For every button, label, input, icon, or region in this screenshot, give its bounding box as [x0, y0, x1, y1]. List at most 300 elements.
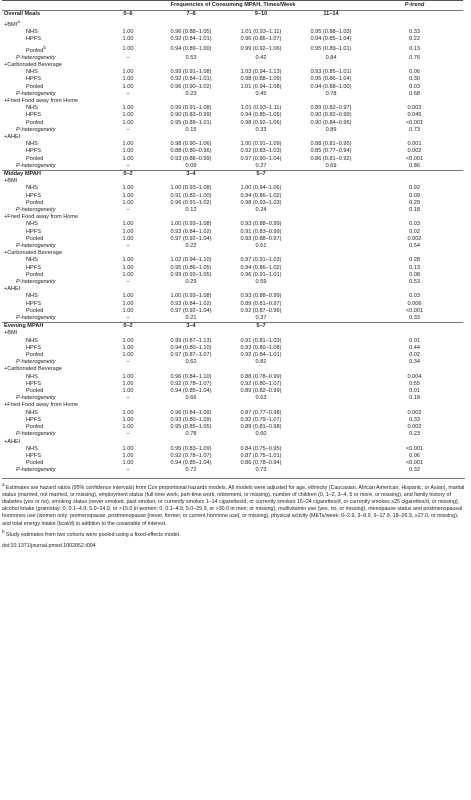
p-heterogeneity-label: P-heterogeneity [16, 279, 56, 286]
table-cell: 0.92 (0.78–1.07) [170, 380, 212, 387]
table-cell: 1.00 [122, 388, 134, 395]
table-row [2, 243, 463, 250]
footnotes [2, 478, 465, 540]
table-cell: 0.90 (0.83–0.99) [170, 112, 212, 119]
ptrend-cell: 0.54 [409, 243, 420, 250]
table-cell: 0.94 (0.88–1.00) [310, 83, 352, 90]
ptrend-cell: 0.73 [409, 126, 420, 133]
column-header: 3–4 [156, 323, 226, 331]
group-label-row [2, 98, 463, 105]
table-cell: 0.24 [255, 207, 267, 213]
table-cell: 0.37 [255, 315, 267, 322]
ptrend-cell: 0.02 [409, 228, 420, 235]
cohort-label: HPFS [26, 264, 41, 271]
table-cell: 1.00 [122, 119, 134, 126]
column-header: 5–7 [226, 170, 296, 178]
p-heterogeneity-label: P-heterogeneity [16, 431, 56, 438]
table-cell: 0.97 (0.87–1.07) [170, 352, 212, 359]
cohort-label: Pooled [26, 352, 44, 359]
table-cell: 1.00 [122, 45, 134, 52]
table-cell: 0.94 (0.86–1.02) [240, 192, 282, 199]
p-heterogeneity-label: P-heterogeneity [16, 126, 56, 133]
table-cell: 0.92 (0.80–1.07) [240, 380, 282, 387]
table-cell: 0.98 (0.92–1.06) [240, 119, 282, 126]
table-cell: 0.92 (0.83–1.03) [240, 148, 282, 155]
ptrend-cell: <0.001 [405, 445, 424, 452]
table-cell [296, 236, 366, 243]
table-cell: 1.00 [122, 307, 134, 314]
table-cell: 0.12 [185, 207, 197, 213]
cohort-label: NHS [26, 69, 38, 76]
group-label: +Fried Food away from Home [4, 402, 79, 409]
cohort-label: HPFS [26, 344, 41, 351]
table-cell: 1.00 [122, 148, 134, 155]
table-cell [296, 257, 366, 264]
table-cell: 1.00 (0.93–1.08) [170, 293, 212, 300]
table-cell: 1.00 [122, 105, 134, 112]
table-cell: 0.89 (0.81–0.98) [240, 424, 282, 431]
table-cell: 0.33 [255, 126, 267, 133]
cohort-label: HPFS [26, 148, 41, 155]
p-heterogeneity-label: P-heterogeneity [16, 315, 56, 322]
table-cell: 0.93 (0.88–0.97) [240, 235, 282, 242]
ptrend-cell: 0.23 [409, 431, 420, 438]
group-label: +Carbonated Beverage [4, 250, 62, 257]
table-cell [296, 359, 366, 366]
table-cell: 1.00 [122, 293, 134, 300]
table-cell: 0.93 (0.88–0.99) [240, 221, 282, 228]
table-cell: 0.90 (0.84–0.95) [310, 119, 352, 126]
ptrend-cell: 0.76 [409, 54, 420, 61]
cohort-label: HPFS [26, 76, 41, 83]
cohort-label: NHS [26, 337, 38, 344]
table-cell: 0.96 (0.91–1.02) [170, 199, 212, 206]
table-cell [296, 417, 366, 424]
table-cell: 0.82 [255, 359, 267, 366]
cohort-label: HPFS [26, 380, 41, 387]
table-row [2, 308, 463, 315]
table-cell [296, 410, 366, 417]
table-cell: – [126, 207, 130, 213]
column-header [296, 170, 366, 178]
cohort-label: Pooled [26, 199, 44, 206]
table-cell: 0.85 (0.77–0.94) [310, 148, 352, 155]
table-row [2, 345, 463, 352]
table-row [2, 148, 463, 155]
cohort-label: NHS [26, 445, 38, 452]
table-cell: 1.00 (0.91–1.09) [240, 141, 282, 148]
table-cell: 0.92 (0.78–1.07) [170, 452, 212, 459]
table-cell: 0.96 (0.88–1.05) [170, 29, 212, 36]
ptrend-cell: 0.03 [409, 221, 420, 228]
group-label-row [2, 286, 463, 293]
footnote-b: $^b$ Study estimates from two cohorts were pooled using a fixed-effects model. [2, 529, 181, 538]
column-header: 0–2 [100, 323, 156, 331]
group-label: $+BMI^a$ [4, 19, 20, 29]
ptrend-cell: 0.002 [407, 424, 422, 431]
table-row [2, 257, 463, 264]
table-row [2, 91, 463, 98]
table-cell [296, 272, 366, 279]
cohort-label: Pooled [26, 119, 44, 126]
cohort-label: NHS [26, 409, 38, 416]
table-cell: 0.94 (0.85–1.04) [170, 460, 212, 467]
table-cell: 1.00 [122, 76, 134, 83]
table-cell [296, 338, 366, 345]
table-cell: 0.63 [255, 395, 267, 402]
group-label: +AHEI [4, 286, 21, 293]
table-row [2, 44, 463, 55]
table-cell [296, 460, 366, 467]
table-cell [296, 229, 366, 236]
table-row [2, 279, 463, 286]
group-label: +BMI [4, 178, 18, 185]
ptrend-cell: 0.03 [409, 293, 420, 300]
cohort-label: HPFS [26, 416, 41, 423]
table-cell [296, 193, 366, 200]
table-cell: 0.92 (0.84–1.01) [240, 352, 282, 359]
table-cell: 0.93 (0.84–1.02) [170, 300, 212, 307]
table-cell: 0.84 (0.75–0.95) [240, 445, 282, 452]
column-header [296, 323, 366, 331]
table-cell: 0.62 [185, 359, 197, 366]
table-cell [296, 243, 366, 250]
table-cell: 0.94 (0.89–1.00) [170, 45, 212, 52]
table-row [2, 127, 463, 134]
table-cell: 0.89 (0.82–0.99) [240, 388, 282, 395]
ptrend-cell: 0.29 [409, 199, 420, 206]
group-label-row [2, 250, 463, 257]
ptrend-cell: 0.08 [409, 271, 420, 278]
table-cell [296, 265, 366, 272]
ptrend-cell: 0.18 [409, 207, 420, 213]
column-header: 3–4 [156, 170, 226, 178]
ptrend-cell: 0.86 [409, 162, 420, 169]
table-row [2, 207, 463, 214]
table-row [2, 417, 463, 424]
group-label-row [2, 366, 463, 373]
table-cell: 0.95 (0.85–1.05) [170, 424, 212, 431]
table-row [2, 265, 463, 272]
cohort-label: NHS [26, 293, 38, 300]
group-label-row [2, 439, 463, 446]
table-cell: 0.93 (0.84–1.02) [170, 228, 212, 235]
table-cell: 0.92 (0.79–1.07) [240, 416, 282, 423]
group-label: +Carbonated Beverage [4, 61, 62, 68]
table-row [2, 453, 463, 460]
table-cell: 1.00 [122, 221, 134, 228]
table-cell: 1.02 (0.94–1.10) [170, 257, 212, 264]
p-heterogeneity-label: P-heterogeneity [16, 162, 56, 169]
ptrend-cell: 0.32 [409, 467, 420, 474]
table-cell: 1.00 [122, 235, 134, 242]
ptrend-cell: 0.33 [409, 416, 420, 423]
group-label: +Fried Food away from Home [4, 97, 79, 104]
table-cell: 0.96 (0.91–1.01) [240, 271, 282, 278]
table-cell: – [126, 243, 130, 250]
table-cell [296, 395, 366, 402]
table-cell: 0.99 (0.92–1.06) [240, 45, 282, 52]
table-cell: 1.01 (0.94–1.08) [240, 83, 282, 90]
table-row [2, 446, 463, 453]
ptrend-cell: <0.001 [405, 307, 424, 314]
table-row [2, 29, 463, 36]
table-cell: 1.00 [122, 452, 134, 459]
cohort-label: Pooled$^b$ [26, 44, 47, 54]
ptrend-cell: 0.01 [409, 388, 420, 395]
cohort-label: Pooled [26, 235, 44, 242]
ptrend-cell: 0.001 [407, 141, 422, 148]
cohort-label: HPFS [26, 452, 41, 459]
table-cell: 0.15 [185, 126, 197, 133]
p-heterogeneity-label: P-heterogeneity [16, 243, 56, 250]
ptrend-cell: 0.004 [407, 373, 422, 380]
p-heterogeneity-label: P-heterogeneity [16, 207, 56, 213]
table-cell: 1.00 [122, 373, 134, 380]
table-cell: 1.01 (0.93–1.11) [240, 29, 282, 36]
table-row [2, 84, 463, 91]
ptrend-cell: 0.01 [409, 337, 420, 344]
table-row [2, 221, 463, 228]
table-cell: 0.99 (0.93–1.05) [170, 271, 212, 278]
table-cell [296, 345, 366, 352]
p-heterogeneity-label: P-heterogeneity [16, 90, 56, 97]
table-row [2, 460, 463, 467]
table-cell: 0.59 [255, 279, 267, 286]
group-label-row [2, 402, 463, 409]
table-cell: 0.89 [325, 126, 337, 133]
table-cell: 0.95 (0.89–1.01) [310, 45, 352, 52]
table-cell [296, 185, 366, 192]
column-header: 11–14 [296, 11, 366, 19]
ptrend-cell: 0.006 [407, 300, 422, 307]
table-row [2, 193, 463, 200]
table-row [2, 395, 463, 402]
ptrend-cell: 0.53 [409, 279, 420, 286]
ptrend-cell: 0.13 [409, 45, 420, 52]
doi-text: doi:10.1371/journal.pmed.1002052.t004 [2, 543, 96, 550]
group-label-row [2, 134, 463, 141]
table-cell: 0.92 (0.87–0.96) [240, 307, 282, 314]
table-row [2, 76, 463, 83]
table-cell [296, 453, 366, 460]
table-row [2, 200, 463, 207]
table-cell: 0.91 (0.83–0.99) [240, 228, 282, 235]
ptrend-cell: 0.002 [407, 148, 422, 155]
section-title: Evening MPAH [2, 323, 100, 331]
table-cell: 1.00 (0.93–1.08) [170, 221, 212, 228]
table-cell: 0.53 [185, 54, 197, 61]
table-cell [296, 431, 366, 438]
table-cell: 0.97 (0.91–1.03) [240, 257, 282, 264]
table-cell: 1.00 [122, 257, 134, 264]
section-title: Overall Meals [2, 11, 100, 19]
ptrend-cell: 0.002 [407, 409, 422, 416]
group-label-row [2, 214, 463, 221]
table-cell [296, 352, 366, 359]
p-heterogeneity-label: P-heterogeneity [16, 395, 56, 402]
cohort-label: Pooled [26, 460, 44, 467]
table-cell: – [126, 315, 130, 322]
table-cell: 1.00 [122, 199, 134, 206]
table-cell [296, 207, 366, 214]
table-cell: 0.98 (0.90–1.06) [170, 141, 212, 148]
cohort-label: NHS [26, 105, 38, 112]
group-label: +AHEI [4, 133, 21, 140]
cohort-label: NHS [26, 373, 38, 380]
table-cell: 0.88 (0.81–0.95) [310, 141, 352, 148]
results-table [2, 0, 463, 475]
table-header-row [2, 1, 463, 11]
table-row [2, 141, 463, 148]
table-cell: 1.00 (0.94–1.06) [240, 185, 282, 192]
table-cell [296, 308, 366, 315]
table-cell: 0.88 (0.80–0.96) [170, 148, 212, 155]
table-cell: 0.98 (0.93–1.03) [240, 199, 282, 206]
table-row [2, 315, 463, 323]
table-cell: 0.97 (0.92–1.04) [170, 235, 212, 242]
table-cell [296, 446, 366, 453]
cohort-label: Pooled [26, 307, 44, 314]
table-row [2, 229, 463, 236]
table-cell: 1.00 [122, 271, 134, 278]
table-cell: 0.95 (0.86–1.05) [170, 264, 212, 271]
table-cell: 1.00 [122, 460, 134, 467]
table-row [2, 352, 463, 359]
table-cell: 1.03 (0.94–1.13) [240, 69, 282, 76]
table-row [2, 301, 463, 308]
cohort-label: NHS [26, 257, 38, 264]
ptrend-cell: 0.34 [409, 359, 420, 366]
table-cell: 0.87 (0.75–1.01) [240, 452, 282, 459]
table-cell: – [126, 431, 130, 438]
table-cell [296, 293, 366, 300]
table-cell: 0.93 (0.80–1.08) [240, 344, 282, 351]
table-cell: 1.00 [122, 141, 134, 148]
table-row [2, 55, 463, 62]
table-cell: 1.00 [122, 416, 134, 423]
ptrend-cell: 0.30 [409, 76, 420, 83]
table-cell: 0.94 (0.85–1.04) [310, 36, 352, 43]
table-cell: 0.90 (0.82–0.99) [310, 112, 352, 119]
table-row [2, 105, 463, 112]
table-cell: 0.84 [325, 54, 337, 61]
table-row [2, 236, 463, 243]
table-cell: 0.94 (0.85–1.05) [240, 112, 282, 119]
table-cell: 0.86 (0.81–0.92) [310, 155, 352, 162]
table-cell: 0.09 [185, 162, 197, 169]
table-row [2, 163, 463, 171]
table-row [2, 388, 463, 395]
table-cell: 1.00 [122, 155, 134, 162]
ptrend-cell: 0.03 [409, 83, 420, 90]
table-row [2, 338, 463, 345]
table-cell: 1.00 [122, 192, 134, 199]
table-cell: 1.00 [122, 300, 134, 307]
table-row [2, 381, 463, 388]
table-cell: 0.96 (0.84–1.09) [170, 409, 212, 416]
table-cell: 0.89 (0.82–0.97) [310, 105, 352, 112]
table-cell: 1.00 (0.93–1.08) [170, 185, 212, 192]
group-label-row [2, 178, 463, 185]
ptrend-cell: 0.68 [409, 90, 420, 97]
table-cell: 0.22 [185, 243, 197, 250]
section-title: Midday MPAH [2, 170, 100, 178]
ptrend-cell: 0.22 [409, 36, 420, 43]
cohort-label: NHS [26, 221, 38, 228]
table-cell: 0.95 (0.83–1.09) [170, 445, 212, 452]
table-cell: – [126, 467, 130, 474]
cohort-label: NHS [26, 185, 38, 192]
ptrend-header: P-trend [366, 1, 463, 11]
ptrend-cell: <0.001 [405, 119, 424, 126]
table-cell: – [126, 359, 130, 366]
table-cell: 1.00 [122, 83, 134, 90]
table-cell: 0.72 [185, 467, 197, 474]
table-cell: 1.00 [122, 228, 134, 235]
cohort-label: HPFS [26, 112, 41, 119]
table-cell: 0.99 (0.91–1.08) [170, 105, 212, 112]
table-cell: 0.94 (0.86–1.02) [240, 264, 282, 271]
ptrend-cell: 0.002 [407, 235, 422, 242]
ptrend-cell: <0.001 [405, 460, 424, 467]
table-cell: 1.00 [122, 344, 134, 351]
table-row [2, 410, 463, 417]
ptrend-cell: 0.55 [409, 380, 420, 387]
table-row [2, 69, 463, 76]
group-label: +Carbonated Beverage [4, 366, 62, 373]
table-cell: 0.96 (0.90–1.02) [170, 83, 212, 90]
table-body [2, 11, 463, 475]
cohort-label: HPFS [26, 228, 41, 235]
table-cell: 0.96 (0.84–1.10) [170, 373, 212, 380]
table-cell: 1.00 [122, 424, 134, 431]
table-cell [296, 221, 366, 228]
table-cell: 1.00 [122, 445, 134, 452]
table-cell: 0.93 (0.80–1.09) [170, 416, 212, 423]
ptrend-cell: 0.06 [409, 452, 420, 459]
group-label-row [2, 330, 463, 337]
table-cell: 0.66 [185, 395, 197, 402]
table-cell: 0.98 (0.88–1.09) [240, 76, 282, 83]
p-heterogeneity-label: P-heterogeneity [16, 467, 56, 474]
table-cell: 0.92 (0.84–1.01) [170, 76, 212, 83]
table-cell [296, 388, 366, 395]
table-cell: 1.00 [122, 29, 134, 36]
table-row [2, 424, 463, 431]
table-row [2, 120, 463, 127]
ptrend-cell: 0.13 [409, 264, 420, 271]
table-cell [296, 374, 366, 381]
table-cell: – [126, 395, 130, 402]
table-cell: 0.78 [185, 431, 197, 438]
cohort-label: NHS [26, 29, 38, 36]
table-cell: 0.94 (0.80–1.10) [170, 344, 212, 351]
cohort-label: Pooled [26, 424, 44, 431]
table-cell: 0.91 (0.82–1.00) [170, 192, 212, 199]
ptrend-cell: 0.28 [409, 257, 420, 264]
table-cell: 0.97 (0.92–1.04) [170, 307, 212, 314]
group-label: +BMI [4, 330, 18, 337]
ptrend-cell: <0.001 [405, 155, 424, 162]
table-row [2, 359, 463, 366]
p-heterogeneity-label: P-heterogeneity [16, 54, 56, 61]
table-row [2, 431, 463, 438]
column-header: 5–7 [226, 323, 296, 331]
table-cell: 1.00 [122, 352, 134, 359]
column-header: 0–6 [100, 11, 156, 19]
table-cell [296, 301, 366, 308]
